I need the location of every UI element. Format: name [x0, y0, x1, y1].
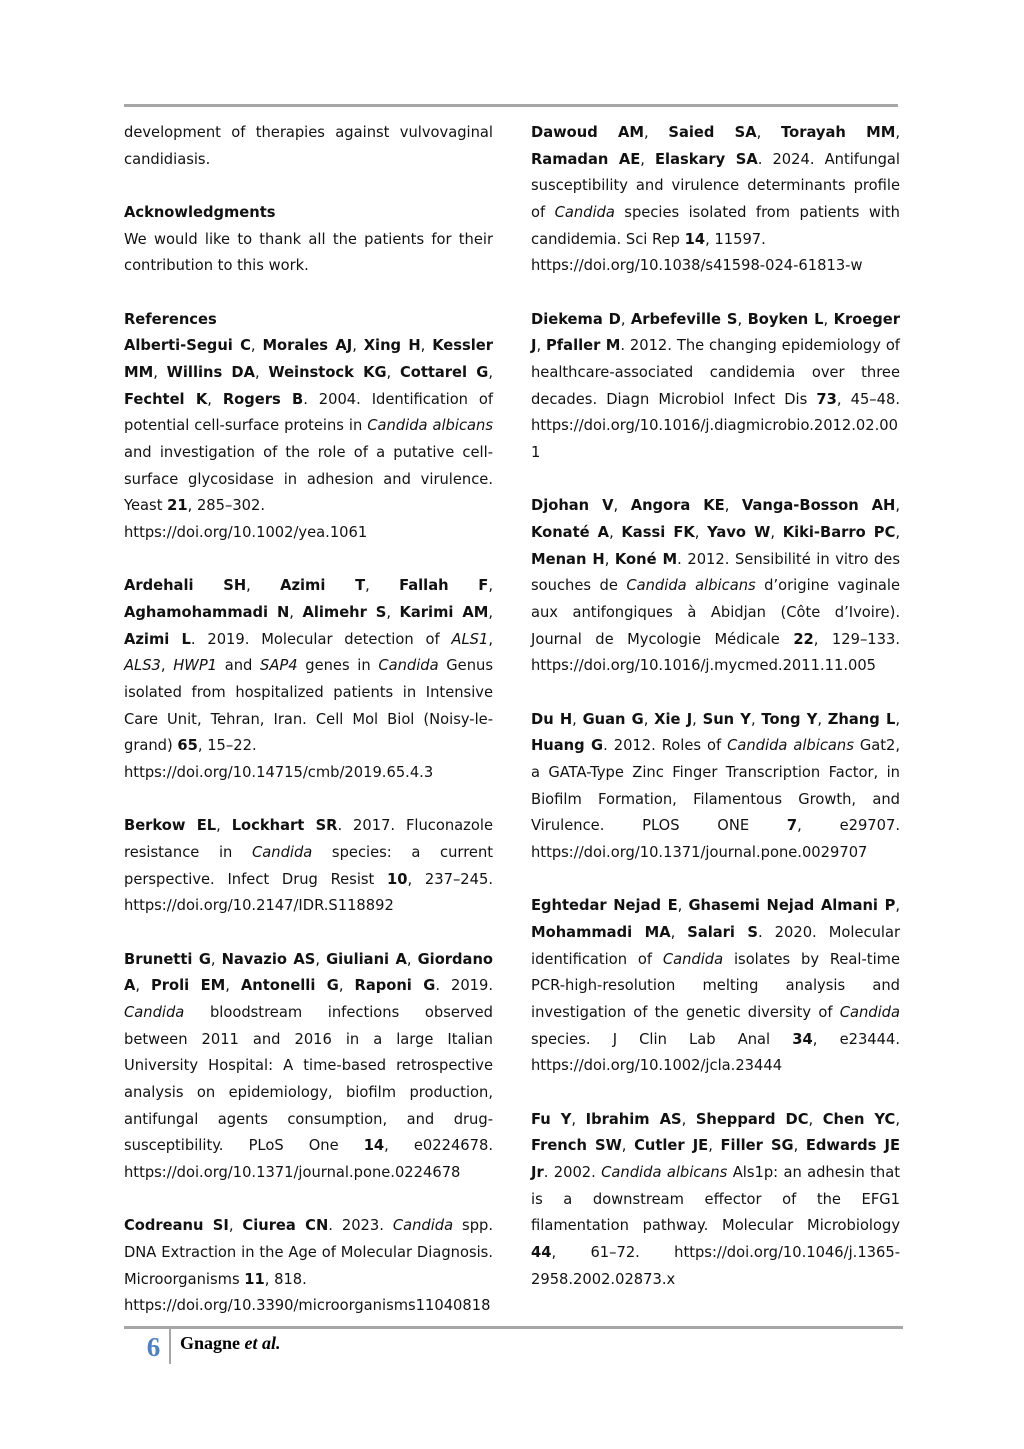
- italic-term: Candida albicans: [601, 1164, 728, 1182]
- reference-author: Fu Y: [531, 1110, 572, 1128]
- reference-author: Diekema D: [531, 310, 621, 328]
- reference-doi-link[interactable]: https://doi.org/10.1038/s41598-024-61813-w: [531, 257, 863, 275]
- reference-author: Weinstock KG: [268, 364, 387, 382]
- reference-author: Navazio AS: [221, 950, 316, 968]
- reference-author: Ghasemi Nejad Almani P: [688, 897, 896, 915]
- reference-author: Aghamohammadi N: [124, 604, 290, 622]
- title-text: Als1p: an adhesin that is a downstream effector of the EFG1 filamentation pathway.: [531, 1164, 901, 1235]
- italic-term: ALS1: [451, 630, 489, 648]
- italic-term: Candida: [378, 657, 439, 675]
- reference-year: 2017: [353, 817, 391, 835]
- reference-author: Alberti-Segui C: [124, 337, 251, 355]
- title-text: species.: [531, 1030, 591, 1048]
- reference-author: Berkow EL: [124, 817, 217, 835]
- reference-pages: 285–302: [196, 497, 261, 515]
- section-continuation-text: development of therapies against vulvovaginal candidiasis.: [124, 124, 493, 168]
- reference-author: Chen YC: [822, 1110, 896, 1128]
- running-head-author: Gnagne: [180, 1333, 241, 1353]
- reference-author: Giordano A: [124, 950, 494, 995]
- reference-journal: Cell Mol Biol (Noisy-le-grand): [124, 710, 494, 755]
- italic-term: Candida albicans: [727, 737, 854, 755]
- title-text: genes in: [297, 657, 379, 675]
- title-text: isolates by Real-time PCR-high-resolution melting analysis and investigation of the genetic diversity of: [531, 950, 900, 1022]
- reference-volume: 7: [786, 817, 798, 835]
- italic-term: Candida: [252, 844, 313, 862]
- reference-author: Vanga-Bosson AH: [741, 497, 896, 515]
- reference-author: Sun Y: [702, 710, 751, 728]
- reference-author: Cottarel G: [399, 364, 489, 382]
- title-text: d’origine vaginale aux antifongiques à Abidjan (Côte d’Ivoire).: [531, 577, 901, 622]
- reference-year: 2002: [553, 1164, 592, 1182]
- reference-author: Raponi G: [354, 977, 436, 995]
- title-text: Sensibilité in vitro des souches de: [531, 550, 900, 595]
- reference-entry: Ardehali SH, Azimi T, Fallah F, Aghamohammadi N, Alimehr S, Karimi AM, Azimi L. 2019. Molecular detection of ALS1, ALS3, HWP1 and SAP4 genes in Candida Genus isolated from hospitalized patients in Intensive Care Unit, Tehran, Iran. Cell Mol Biol (Noisy-le-grand) 65, 15–22. https://doi.org/10.14715/cmb/2019.65.4.3: [124, 573, 493, 786]
- title-text: species: a current perspective.: [124, 844, 494, 888]
- title-text: Gat2, a GATA-Type Zinc Finger Transcription Factor, in Biofilm Formation, Filamentous Growth, and Virulence.: [531, 737, 900, 835]
- reference-author: Kassi FK: [621, 524, 695, 542]
- reference-author: Xie J: [654, 710, 693, 728]
- reference-volume: 34: [792, 1030, 813, 1048]
- reference-author: Ardehali SH: [124, 577, 247, 595]
- title-text: bloodstream infections observed between 2011 and 2016 in a large Italian University Hospital: A time-based retrospective analysis on epidemiology, biofilm production, antifungal agents consumption, and drug-susceptibility.: [124, 1004, 493, 1155]
- reference-year: 2004: [318, 390, 357, 408]
- reference-volume: 65: [177, 737, 198, 755]
- reference-doi-link[interactable]: https://doi.org/10.3390/microorganisms11040818: [124, 1297, 491, 1315]
- reference-journal: Sci Rep: [625, 230, 680, 248]
- reference-journal: Infect Drug Resist: [227, 870, 375, 888]
- reference-author: Dawoud AM: [531, 124, 644, 141]
- italic-term: Candida albicans: [626, 577, 756, 595]
- footer-divider: [169, 1329, 171, 1364]
- reference-author: Pfaller M: [546, 337, 621, 355]
- reference-volume: 21: [167, 497, 188, 515]
- reference-year: 2024: [772, 150, 810, 168]
- reference-pages: 45–48: [850, 390, 896, 408]
- reference-doi-link[interactable]: https://doi.org/10.1016/j.diagmicrobio.2012.02.001: [531, 417, 898, 462]
- reference-author: Antonelli G: [240, 977, 339, 995]
- title-text: Fluconazole resistance in: [124, 817, 493, 862]
- reference-author: Huang G: [531, 737, 604, 755]
- reference-author: Du H: [531, 710, 573, 728]
- reference-journal: Molecular Microbiology: [722, 1217, 901, 1235]
- title-text: and: [217, 657, 260, 675]
- running-head-etal: et al.: [244, 1333, 281, 1353]
- italic-term: Candida: [839, 1004, 900, 1022]
- reference-author: Giuliani A: [326, 950, 407, 968]
- reference-author: Brunetti G: [124, 950, 211, 968]
- reference-author: Boyken L: [747, 310, 824, 328]
- reference-journal: PLoS One: [248, 1137, 339, 1155]
- reference-author: Lockhart SR: [231, 817, 338, 835]
- reference-pages: e29707: [839, 817, 896, 835]
- reference-pages: 61–72: [590, 1244, 636, 1262]
- reference-volume: 22: [793, 630, 814, 648]
- reference-doi-link[interactable]: https://doi.org/10.1371/journal.pone.0029707: [531, 844, 868, 862]
- reference-author: Ciurea CN: [242, 1217, 329, 1235]
- reference-author: Karimi AM: [399, 604, 489, 622]
- reference-year: 2012: [687, 550, 725, 568]
- reference-author: Konaté A: [531, 524, 610, 542]
- title-text: Molecular detection of: [261, 630, 452, 648]
- reference-volume: 11: [244, 1270, 265, 1288]
- reference-year: 2012: [613, 737, 652, 755]
- reference-author: Angora KE: [630, 497, 725, 515]
- italic-term: ALS3: [124, 657, 161, 675]
- reference-author: Azimi T: [280, 577, 366, 595]
- reference-entry: Dawoud AM, Saied SA, Torayah MM, Ramadan AE, Elaskary SA. 2024. Antifungal susceptibility and virulence determinants profile of Candida species isolated from patients with candidemia. Sci Rep 14, 11597. https://doi.org/10.1038/s41598-024-61813-w: [531, 120, 900, 280]
- reference-journal: Diagn Microbiol Infect Dis: [606, 390, 808, 408]
- reference-author: Fallah F: [399, 577, 489, 595]
- reference-doi-link[interactable]: https://doi.org/10.1002/yea.1061: [124, 524, 368, 542]
- reference-entry: Berkow EL, Lockhart SR. 2017. Fluconazole resistance in Candida species: a current perspective. Infect Drug Resist 10, 237–245. https://doi.org/10.2147/IDR.S118892: [124, 817, 494, 915]
- reference-author: Tong Y: [761, 710, 818, 728]
- italic-term: Candida: [662, 950, 724, 968]
- reference-year: 2023: [341, 1217, 380, 1235]
- reference-author: Kroeger J: [531, 310, 900, 355]
- reference-author: Alimehr S: [302, 604, 387, 622]
- reference-year: 2019: [207, 630, 245, 648]
- reference-author: Willins DA: [166, 364, 255, 382]
- reference-author: Yavo W: [707, 524, 771, 542]
- reference-author: Torayah MM: [781, 124, 896, 141]
- italic-term: SAP4: [260, 657, 298, 675]
- reference-author: Elaskary SA: [655, 150, 758, 168]
- reference-author: Codreanu SI: [124, 1217, 229, 1235]
- footer-rule: [124, 1326, 903, 1329]
- reference-author: Ibrahim AS: [585, 1110, 682, 1128]
- page-number: 6: [146, 1332, 161, 1362]
- reference-title: [124, 1004, 493, 1154]
- reference-pages: 11597: [714, 230, 762, 248]
- reference-journal: J Clin Lab Anal: [612, 1030, 771, 1048]
- reference-entry: Alberti-Segui C, Morales AJ, Xing H, Kessler MM, Willins DA, Weinstock KG, Cottarel G, Fechtel K, Rogers B. 2004. Identification of potential cell-surface proteins in Candida albicans and investigation of the role of a putative cell-surface glycosidase in adhesion and virulence. Yeast 21, 285–302. https://doi.org/10.1002/yea.1061: [124, 333, 493, 546]
- left-column: [124, 120, 493, 1347]
- running-head: [180, 1332, 281, 1354]
- title-text: species isolated from patients with candidemia.: [531, 204, 900, 248]
- reference-author: Guan G: [582, 710, 644, 728]
- reference-entry: Fu Y, Ibrahim AS, Sheppard DC, Chen YC, French SW, Cutler JE, Filler SG, Edwards JE Jr. 2002. Candida albicans Als1p: an adhesin that is a downstream effector of the EFG1 filamentation pathway. Molecular Microbiology 44, 61–72. https://doi.org/10.1046/j.1365-2958.2002.02873.x: [531, 1110, 901, 1288]
- reference-volume: 73: [816, 390, 837, 408]
- reference-author: Saied SA: [668, 124, 757, 141]
- reference-author: Proli EM: [151, 977, 226, 995]
- italic-term: Candida: [392, 1217, 454, 1235]
- title-text: Identification of potential cell-surface proteins in: [124, 390, 494, 435]
- title-text: Molecular identification of: [531, 924, 900, 968]
- reference-entry: Diekema D, Arbefeville S, Boyken L, Kroeger J, Pfaller M. 2012. The changing epidemiology of healthcare-associated candidemia over three decades. Diagn Microbiol Infect Dis 73, 45–48. https://doi.org/10.1016/j.diagmicrobio.2012.02.001: [531, 310, 901, 462]
- reference-author: Azimi L: [124, 630, 191, 648]
- reference-author: Kiki-Barro PC: [782, 524, 896, 542]
- reference-pages: e0224678: [413, 1137, 489, 1155]
- header-rule: [124, 104, 898, 107]
- reference-author: Kessler MM: [124, 337, 493, 382]
- reference-year: 2019: [450, 977, 489, 995]
- italic-term: Candida: [124, 1004, 185, 1022]
- acknowledgments-text: We would like to thank all the patients for their contribution to this work.: [124, 230, 493, 275]
- reference-pages: 129–133: [831, 630, 896, 648]
- references-heading: References: [124, 310, 217, 328]
- title-text: The changing epidemiology of healthcare-associated candidemia over three decades.: [531, 337, 900, 408]
- reference-doi-link[interactable]: https://doi.org/10.14715/cmb/2019.65.4.3: [124, 764, 434, 782]
- reference-author: Edwards JE Jr: [531, 1137, 901, 1182]
- reference-author: Menan H: [531, 550, 605, 568]
- reference-entry: Eghtedar Nejad E, Ghasemi Nejad Almani P, Mohammadi MA, Salari S. 2020. Molecular identification of Candida isolates by Real-time PCR-high-resolution melting analysis and investigation of the genetic diversity of Candida species. J Clin Lab Anal 34, e23444. https://doi.org/10.1002/jcla.23444: [531, 897, 901, 1075]
- reference-title: [531, 924, 900, 1048]
- reference-author: Zhang L: [827, 710, 896, 728]
- reference-author: Xing H: [363, 337, 421, 355]
- reference-doi-link[interactable]: https://doi.org/10.1016/j.mycmed.2011.11.005: [531, 657, 877, 675]
- reference-year: 2012: [629, 337, 668, 355]
- title-text: ,: [488, 630, 493, 648]
- reference-journal: Microorganisms: [124, 1270, 240, 1288]
- reference-author: Fechtel K: [124, 390, 208, 408]
- reference-volume: 14: [363, 1137, 385, 1155]
- reference-author: Sheppard DC: [695, 1110, 809, 1128]
- reference-doi-link[interactable]: https://doi.org/10.1002/jcla.23444: [531, 1057, 783, 1075]
- reference-journal: Journal de Mycologie Médicale: [531, 630, 780, 648]
- right-column: [531, 120, 900, 1320]
- title-text: spp. DNA Extraction in the Age of Molecular Diagnosis.: [124, 1217, 494, 1262]
- reference-author: Cutler JE: [634, 1137, 709, 1155]
- reference-pages: 15–22: [207, 737, 252, 755]
- reference-author: Koné M: [614, 550, 678, 568]
- title-text: Genus isolated from hospitalized patients in Intensive Care Unit, Tehran, Iran.: [124, 657, 493, 728]
- reference-author: Ramadan AE: [531, 150, 641, 168]
- title-text: Roles of: [661, 737, 728, 755]
- reference-pages: e23444: [839, 1030, 896, 1048]
- reference-entry: Codreanu SI, Ciurea CN. 2023. Candida spp. DNA Extraction in the Age of Molecular Diagnosis. Microorganisms 11, 818. https://doi.org/10.3390/microorganisms11040818: [124, 1213, 493, 1320]
- italic-term: Candida: [554, 204, 615, 222]
- reference-entry: Du H, Guan G, Xie J, Sun Y, Tong Y, Zhang L, Huang G. 2012. Roles of Candida albicans Gat2, a GATA-Type Zinc Finger Transcription Factor, in Biofilm Formation, Filamentous Growth, and Virulence. PLOS ONE 7, e29707. https://doi.org/10.1371/journal.pone.0029707: [531, 710, 901, 862]
- reference-pages: 818: [274, 1270, 303, 1288]
- reference-author: Salari S: [687, 924, 758, 942]
- title-text: and investigation of the role of a putative cell-surface glycosidase in adhesion and virulence.: [124, 444, 493, 488]
- reference-doi-link[interactable]: https://doi.org/10.1371/journal.pone.0224678: [124, 1164, 461, 1182]
- reference-pages: 237–245: [424, 870, 489, 888]
- title-text: ,: [160, 657, 174, 675]
- reference-entry: Brunetti G, Navazio AS, Giuliani A, Giordano A, Proli EM, Antonelli G, Raponi G. 2019. Candida bloodstream infections observed between 2011 and 2016 in a large Italian University Hospital: A time-based retrospective analysis on epidemiology, biofilm production, antifungal agents consumption, and drug-susceptibility. PLoS One 14, e0224678. https://doi.org/10.1371/journal.pone.0224678: [124, 950, 494, 1182]
- reference-volume: 14: [684, 230, 706, 248]
- reference-author: Rogers B: [222, 390, 304, 408]
- reference-author: Filler SG: [720, 1137, 794, 1155]
- reference-volume: 10: [387, 870, 408, 888]
- reference-journal: PLOS ONE: [642, 817, 750, 835]
- reference-author: Eghtedar Nejad E: [531, 897, 678, 915]
- reference-entry: Djohan V, Angora KE, Vanga-Bosson AH, Konaté A, Kassi FK, Yavo W, Kiki-Barro PC, Menan H, Koné M. 2012. Sensibilité in vitro des souches de Candida albicans d’origine vaginale aux antifongiques à Abidjan (Côte d’Ivoire). Journal de Mycologie Médicale 22, 129–133. https://doi.org/10.1016/j.mycmed.2011.11.005: [531, 497, 901, 675]
- reference-author: Morales AJ: [262, 337, 353, 355]
- reference-author: French SW: [531, 1137, 622, 1155]
- reference-volume: 44: [531, 1244, 552, 1262]
- reference-doi-link[interactable]: https://doi.org/10.2147/IDR.S118892: [124, 897, 394, 915]
- italic-term: HWP1: [173, 657, 218, 675]
- reference-author: Arbefeville S: [630, 310, 738, 328]
- reference-author: Mohammadi MA: [531, 924, 671, 942]
- reference-author: Djohan V: [531, 497, 614, 515]
- italic-term: Candida albicans: [367, 417, 493, 435]
- reference-year: 2020: [774, 924, 813, 942]
- reference-journal: Yeast: [124, 497, 163, 515]
- title-text: Antifungal susceptibility and virulence determinants profile of: [531, 150, 900, 222]
- acknowledgments-heading: Acknowledgments: [124, 204, 276, 221]
- reference-doi-link[interactable]: https://doi.org/10.1046/j.1365-2958.2002.02873.x: [531, 1244, 901, 1288]
